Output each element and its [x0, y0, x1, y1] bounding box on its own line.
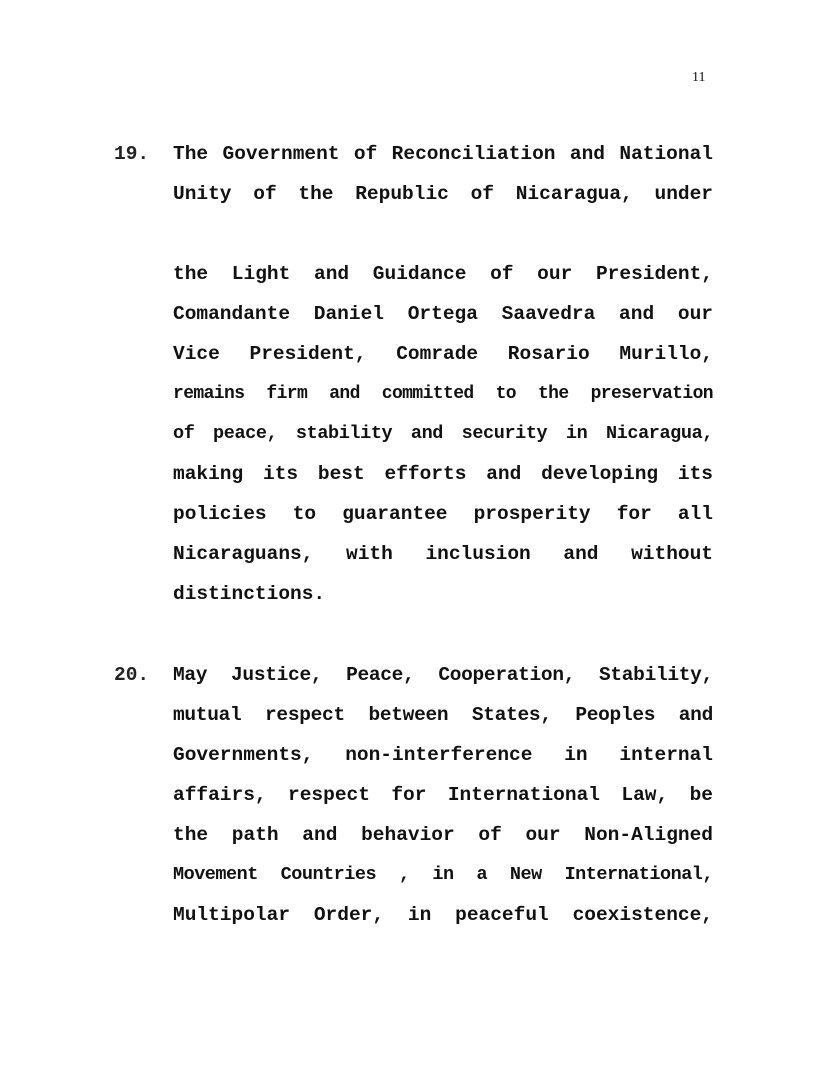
text-line: May Justice, Peace, Cooperation, Stability, — [173, 664, 713, 686]
text-line: Multipolar Order, in peaceful coexistence, — [173, 904, 713, 926]
paragraph-number: 19. — [114, 143, 150, 165]
text-line: making its best efforts and developing its — [173, 463, 713, 485]
text-line: distinctions. — [173, 583, 326, 605]
text-line: policies to guarantee prosperity for all — [173, 503, 713, 525]
page-number: 11 — [692, 70, 706, 85]
text-line: mutual respect between States, Peoples and — [173, 704, 713, 726]
text-line: The Government of Reconciliation and National — [173, 143, 713, 165]
text-line: Movement Countries , in a New International, — [173, 864, 713, 885]
text-line: affairs, respect for International Law, be — [173, 784, 713, 806]
text-line: Vice President, Comrade Rosario Murillo, — [173, 343, 713, 365]
text-line: Nicaraguans, with inclusion and without — [173, 543, 713, 565]
text-line: Comandante Daniel Ortega Saavedra and our — [173, 303, 713, 325]
text-line: Governments, non-interference in internal — [173, 744, 713, 766]
text-line: the path and behavior of our Non-Aligned — [173, 824, 713, 846]
text-line: remains firm and committed to the preservation — [173, 384, 713, 404]
text-line: the Light and Guidance of our President, — [173, 263, 713, 285]
text-line: of peace, stability and security in Nicaragua, — [173, 423, 713, 444]
paragraph-number: 20. — [114, 664, 150, 686]
text-line: Unity of the Republic of Nicaragua, under — [173, 183, 713, 205]
